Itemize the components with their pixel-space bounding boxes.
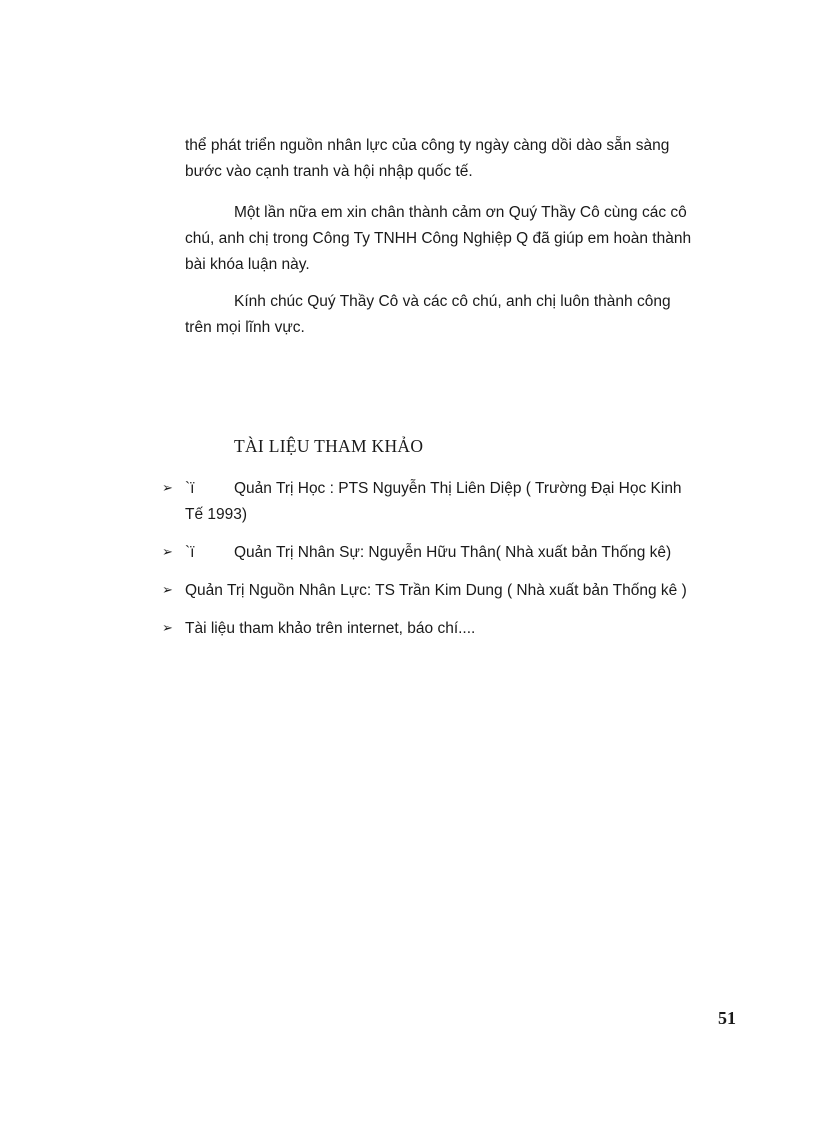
reference-item	[162, 540, 702, 566]
reference-item	[162, 578, 702, 604]
reference-item	[162, 476, 702, 528]
arrow-bullet-icon: ➢	[162, 621, 173, 636]
reference-text: Tài liệu tham khảo trên internet, báo chí....	[185, 620, 476, 637]
reference-item	[162, 616, 702, 642]
reference-text: Quản Trị Nhân Sự: Nguyễn Hữu Thân( Nhà xuất bản Thống kê)	[234, 544, 672, 561]
paragraph-wishes: Kính chúc Quý Thầy Cô và các cô chú, anh chị luôn thành công trên mọi lĩnh vực.	[185, 293, 671, 336]
paragraph-thanks: Một lần nữa em xin chân thành cảm ơn Quý Thầy Cô cùng các cô chú, anh chị trong Công Ty TNHH Công Nghiệp Q đã giúp em hoàn thành bài khóa luận này.	[185, 204, 692, 273]
references-list	[162, 476, 702, 654]
arrow-bullet-icon: ➢	[162, 583, 173, 598]
bullet-glyph: `ï	[185, 544, 195, 561]
bullet-glyph: `ï	[185, 480, 195, 497]
reference-text: Quản Trị Học : PTS Nguyễn Thị Liên Diệp ( Trường Đại Học Kinh Tế 1993)	[185, 480, 682, 523]
arrow-bullet-icon: ➢	[162, 481, 173, 496]
references-heading: TÀI LIỆU THAM KHẢO	[234, 436, 424, 456]
reference-text: Quản Trị Nguồn Nhân Lực: TS Trần Kim Dung ( Nhà xuất bản Thống kê )	[185, 582, 687, 599]
arrow-bullet-icon: ➢	[162, 545, 173, 560]
paragraph-development: thể phát triển nguồn nhân lực của công ty ngày càng dồi dào sẵn sàng bước vào cạnh tranh và hội nhập quốc tế.	[185, 137, 670, 180]
page-number: 51	[718, 1008, 736, 1028]
